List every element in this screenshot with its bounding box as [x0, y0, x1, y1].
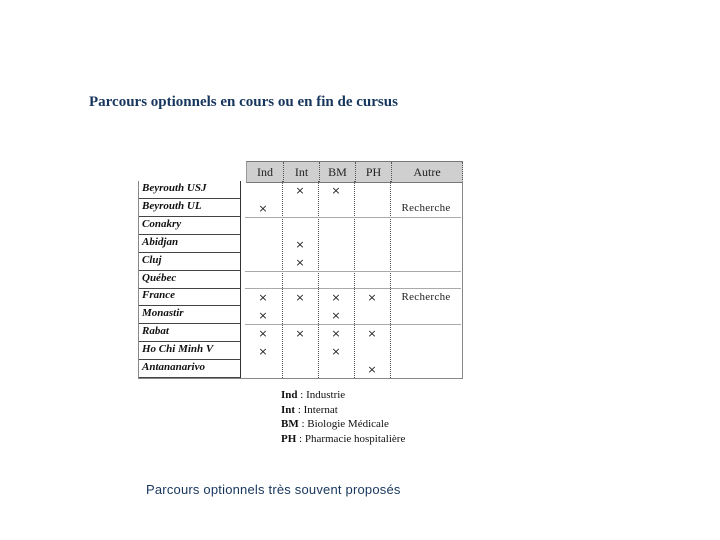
header-int: Int	[284, 162, 320, 182]
header-ind: Ind	[247, 162, 284, 182]
row-divider	[245, 217, 461, 218]
legend-item: PH : Pharmacie hospitalière	[281, 432, 406, 445]
site-name: Beyrouth USJ	[139, 181, 240, 199]
column-divider	[318, 181, 319, 378]
row-divider	[245, 324, 461, 325]
check-mark: ×	[367, 327, 377, 340]
check-mark: ×	[295, 327, 305, 340]
legend-item: Int : Internat	[281, 403, 338, 416]
site-name: Cluj	[139, 253, 240, 271]
check-mark: ×	[367, 363, 377, 376]
header-ph: PH	[356, 162, 392, 182]
site-name: Antananarivo	[139, 360, 240, 378]
check-mark: ×	[295, 291, 305, 304]
table-header	[246, 161, 463, 183]
column-divider	[390, 181, 391, 378]
page-title: Parcours optionnels en cours ou en fin de cursus	[89, 94, 398, 110]
check-mark: ×	[258, 291, 268, 304]
check-mark: ×	[331, 309, 341, 322]
check-mark: ×	[331, 327, 341, 340]
check-mark: ×	[258, 202, 268, 215]
column-divider	[354, 181, 355, 378]
check-mark: ×	[258, 345, 268, 358]
site-name: Monastir	[139, 306, 240, 324]
row-divider	[245, 271, 461, 272]
check-mark: ×	[367, 291, 377, 304]
check-mark: ×	[295, 256, 305, 269]
site-name: Rabat	[139, 324, 240, 342]
check-mark: ×	[295, 238, 305, 251]
site-name: Conakry	[139, 217, 240, 235]
check-mark: ×	[258, 327, 268, 340]
site-name-column	[138, 181, 241, 378]
autre-note: Recherche	[401, 291, 451, 303]
check-mark: ×	[258, 309, 268, 322]
legend-item: BM : Biologie Médicale	[281, 418, 389, 430]
check-mark: ×	[331, 291, 341, 304]
autre-note: Recherche	[401, 202, 451, 214]
site-name: France	[139, 288, 240, 306]
row-divider	[245, 288, 461, 289]
legend	[281, 388, 405, 446]
check-mark: ×	[295, 184, 305, 197]
header-bm: BM	[320, 162, 356, 182]
site-name: Québec	[139, 271, 240, 289]
site-name: Ho Chi Minh V	[139, 342, 240, 360]
check-mark: ×	[331, 345, 341, 358]
check-mark: ×	[331, 184, 341, 197]
column-divider	[282, 181, 283, 378]
header-autre: Autre	[392, 162, 463, 182]
site-name: Beyrouth UL	[139, 199, 240, 217]
caption: Parcours optionnels très souvent proposés	[146, 482, 401, 497]
legend-item: Ind : Industrie	[281, 389, 346, 401]
site-name: Abidjan	[139, 235, 240, 253]
table-grid	[138, 181, 463, 379]
